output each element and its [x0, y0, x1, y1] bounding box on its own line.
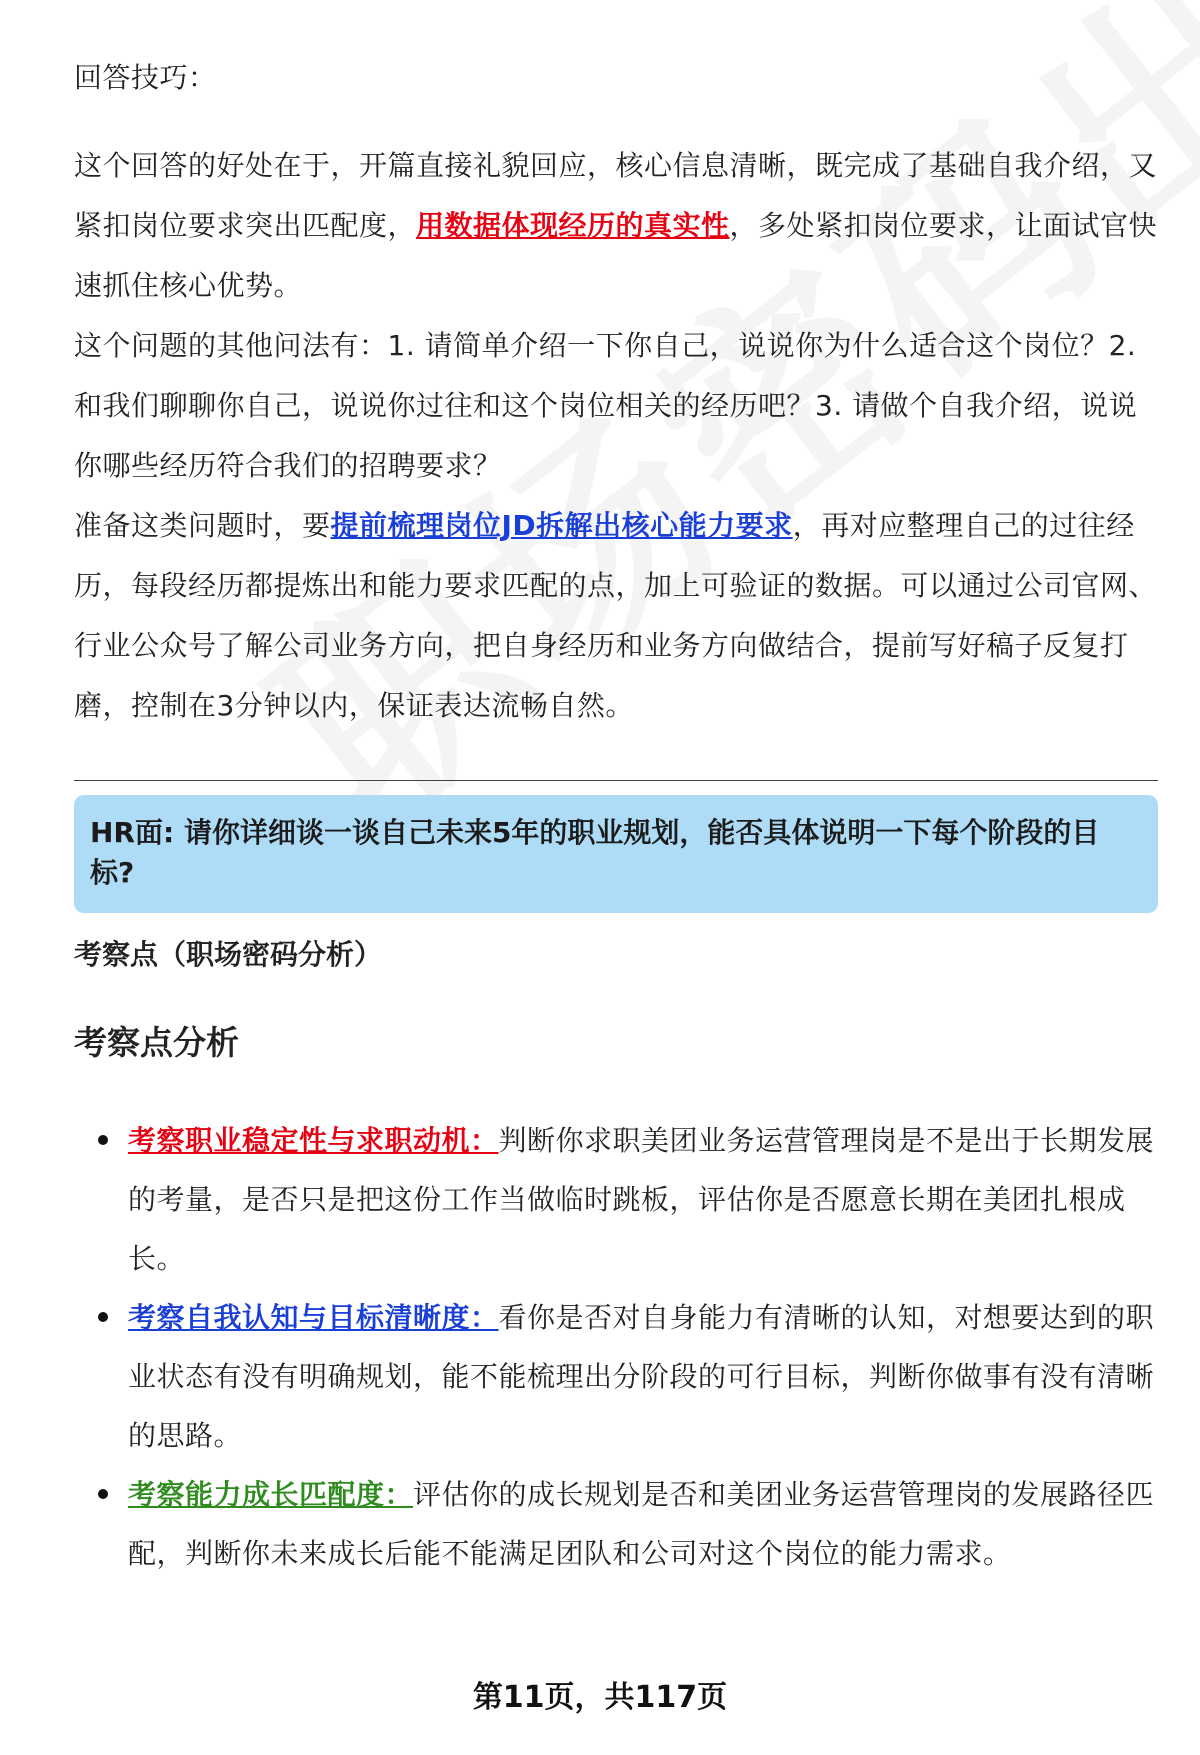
question-box [74, 795, 1158, 913]
prep-highlight: 提前梳理岗位JD拆解出核心能力要求 [330, 509, 793, 542]
tips-heading: 回答技巧： [74, 61, 217, 94]
prep-text-2: ，再对应整理自己的过往经历，每段经历都提炼出和能力要求匹配的点，加上可验证的数据。可以通过公司官网、行业公众号了解公司业务方向，把自身经历和业务方向做结合，提前写好稿子反复打磨，控制在3分钟以内，保证表达流畅自然。 [74, 509, 1158, 722]
divider [74, 780, 1158, 781]
bullet-icon [98, 1312, 108, 1322]
point-label: 考察职业稳定性与求职动机： [128, 1124, 499, 1157]
list-item [74, 1465, 1158, 1583]
sub-label: 考察点（职场密码分析） [74, 938, 383, 971]
list-item [74, 1111, 1158, 1288]
page-footer: 第11页，共117页 [472, 1680, 728, 1715]
point-text: 看你是否对自身能力有清晰的认知，对想要达到的职业状态有没有明确规划，能不能梳理出分阶段的可行目标，判断你做事有没有清晰的思路。 [128, 1301, 1155, 1452]
tips-paragraph [74, 136, 1158, 316]
bullet-icon [98, 1489, 108, 1499]
other-phrasings-paragraph: 这个问题的其他问法有：1. 请简单介绍一下你自己，说说你为什么适合这个岗位？2. 和我们聊聊你自己，说说你过往和这个岗位相关的经历吧？3. 请做个自我介绍，说说你哪些经历符合我们的招聘要求？ [74, 329, 1138, 482]
point-label: 考察自我认知与目标清晰度： [128, 1301, 499, 1334]
list-item [74, 1288, 1158, 1465]
point-text: 评估你的成长规划是否和美团业务运营管理岗的发展路径匹配，判断你未来成长后能不能满足团队和公司对这个岗位的能力需求。 [128, 1478, 1155, 1570]
bullet-icon [98, 1135, 108, 1145]
point-label: 考察能力成长匹配度： [128, 1478, 414, 1511]
tips-text-1: 这个回答的好处在于，开篇直接礼貌回应，核心信息清晰，既完成了基础自我介绍，又紧扣岗位要求突出匹配度， [74, 149, 1158, 242]
prep-paragraph [74, 496, 1158, 736]
tips-text-2: ，多处紧扣岗位要求，让面试官快速抓住核心优势。 [74, 209, 1158, 302]
question-text: HR面: 请你详细谈一谈自己未来5年的职业规划，能否具体说明一下每个阶段的目标? [90, 816, 1100, 889]
tips-highlight: 用数据体现经历的真实性 [416, 209, 730, 242]
points-list [74, 1111, 1158, 1583]
point-text: 判断你求职美团业务运营管理岗是不是出于长期发展的考量，是否只是把这份工作当做临时跳板，评估你是否愿意长期在美团扎根成长。 [128, 1124, 1155, 1275]
page-content [74, 48, 1158, 1583]
prep-text-1: 准备这类问题时，要 [74, 509, 331, 542]
section-title: 考察点分析 [74, 1023, 239, 1062]
